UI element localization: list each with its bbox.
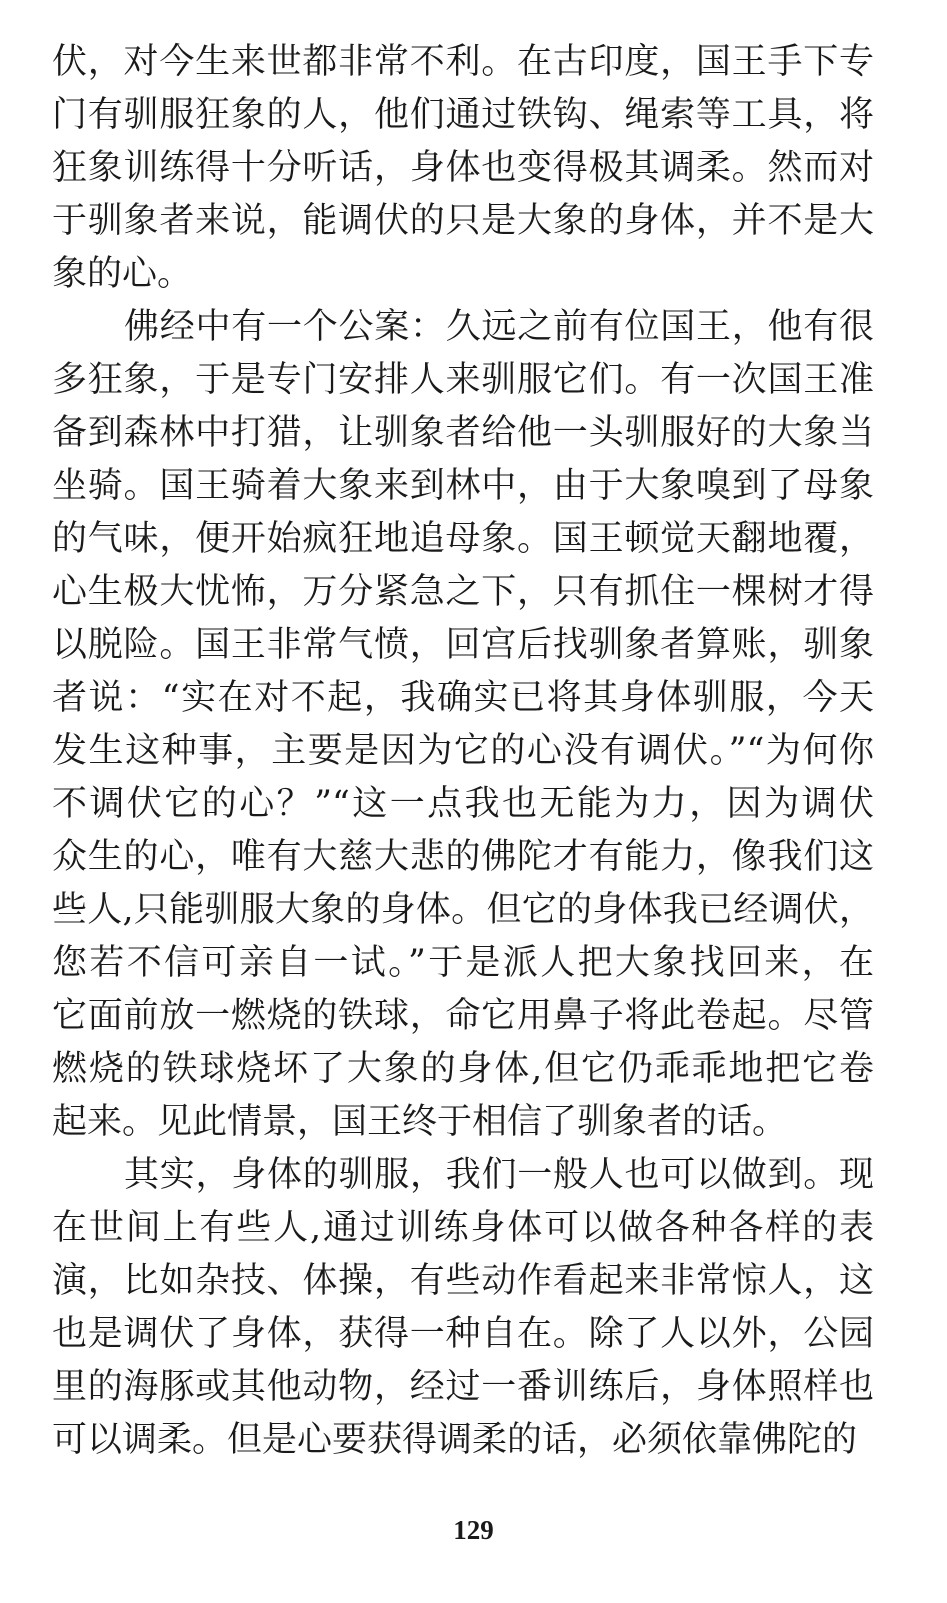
text-line: 者说：“实在对不起，我确实已将其身体驯服，今天 — [52, 678, 874, 718]
text-line: 门有驯服狂象的人，他们通过铁钩、绳索等工具，将 — [52, 95, 874, 135]
text-line: 也是调伏了身体，获得一种自在。除了人以外，公园 — [52, 1314, 874, 1354]
text-line: 可以调柔。但是心要获得调柔的话，必须依靠佛陀的 — [52, 1420, 858, 1460]
text-line: 发生这种事，主要是因为它的心没有调伏。”“为何你 — [52, 731, 874, 771]
text-line: 坐骑。国王骑着大象来到林中，由于大象嗅到了母象 — [52, 466, 874, 506]
text-line: 众生的心，唯有大慈大悲的佛陀才有能力，像我们这 — [52, 837, 874, 877]
paragraph — [52, 301, 874, 1149]
text-line: 起来。见此情景，国王终于相信了驯象者的话。 — [52, 1102, 788, 1142]
text-line: 在世间上有些人,通过训练身体可以做各种各样的表 — [52, 1208, 874, 1248]
text-line: 佛经中有一个公案：久远之前有位国王，他有很 — [124, 307, 874, 347]
text-line: 备到森林中打猎，让驯象者给他一头驯服好的大象当 — [52, 413, 874, 453]
text-line: 心生极大忧怖，万分紧急之下，只有抓住一棵树才得 — [52, 572, 874, 612]
text-line: 伏，对今生来世都非常不利。在古印度，国王手下专 — [52, 42, 874, 82]
text-line: 演，比如杂技、体操，有些动作看起来非常惊人，这 — [52, 1261, 874, 1301]
page-number: 129 — [453, 1515, 494, 1545]
text-line: 其实，身体的驯服，我们一般人也可以做到。现 — [124, 1155, 874, 1195]
text-line: 里的海豚或其他动物，经过一番训练后，身体照样也 — [52, 1367, 874, 1407]
text-line: 些人,只能驯服大象的身体。但它的身体我已经调伏， — [52, 890, 874, 930]
text-line: 狂象训练得十分听话，身体也变得极其调柔。然而对 — [52, 148, 874, 188]
text-line: 的气味，便开始疯狂地追母象。国王顿觉天翻地覆， — [52, 519, 874, 559]
body-text — [52, 36, 874, 1467]
text-line: 燃烧的铁球烧坏了大象的身体,但它仍乖乖地把它卷 — [52, 1049, 874, 1089]
text-line: 不调伏它的心？”“这一点我也无能为力，因为调伏 — [52, 784, 874, 824]
text-line: 它面前放一燃烧的铁球，命它用鼻子将此卷起。尽管 — [52, 996, 874, 1036]
paragraph — [52, 1149, 874, 1467]
text-line: 多狂象，于是专门安排人来驯服它们。有一次国王准 — [52, 360, 874, 400]
text-line: 于驯象者来说，能调伏的只是大象的身体，并不是大 — [52, 201, 874, 241]
paragraph — [52, 36, 874, 301]
text-line: 以脱险。国王非常气愤，回宫后找驯象者算账，驯象 — [52, 625, 874, 665]
text-line: 象的心。 — [52, 254, 193, 294]
text-line: 您若不信可亲自一试。”于是派人把大象找回来，在 — [52, 943, 874, 983]
